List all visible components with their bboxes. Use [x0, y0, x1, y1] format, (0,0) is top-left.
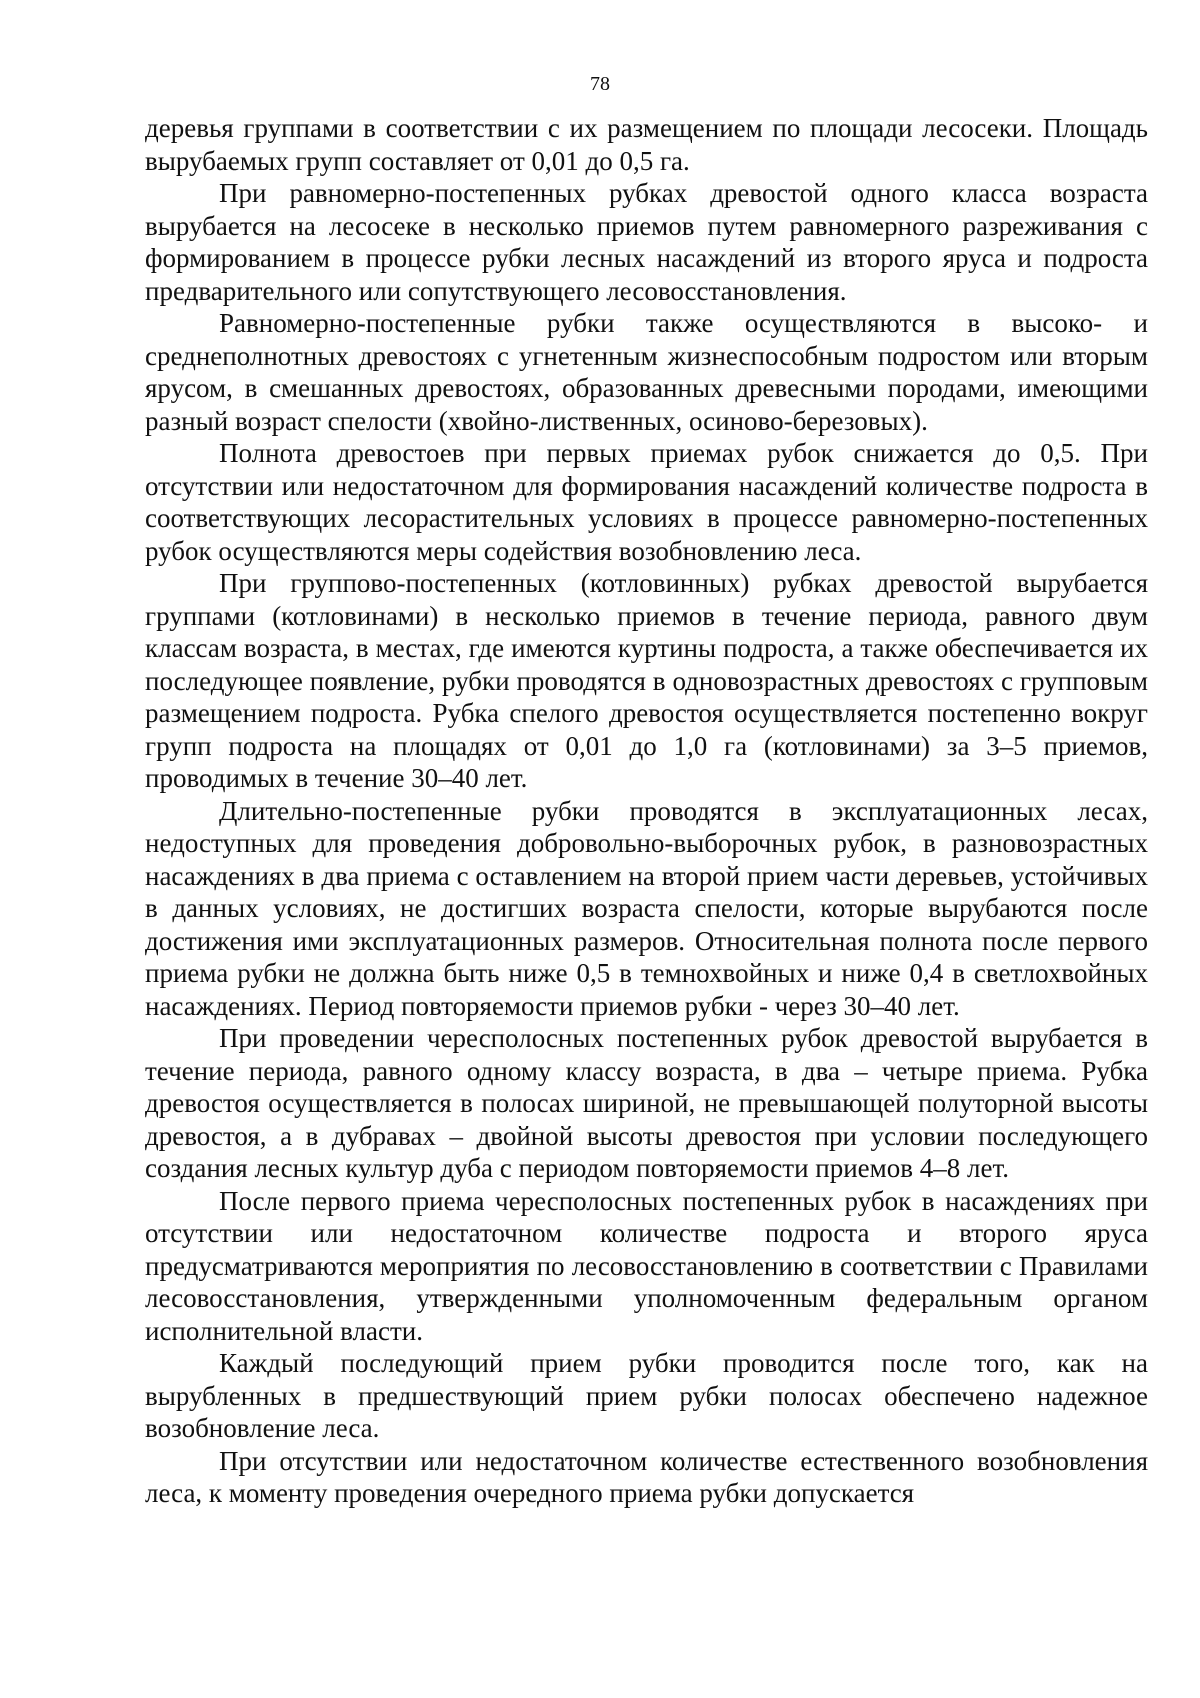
paragraph: деревья группами в соответствии с их размещением по площади лесосеки. Площадь вырубаемых групп составляет от 0,01 до 0,5 га.	[145, 113, 1148, 176]
page-number: 78	[590, 73, 610, 95]
paragraph: Длительно-постепенные рубки проводятся в эксплуатационных лесах, недоступных для проведения добровольно-выборочных рубок, в разновозрастных насаждениях в два приема с оставлением на второй прием части деревьев, устойчивых в данных условиях, не достигших возраста спелости, которые вырубаются после достижения ими эксплуатационных размеров. Относительная полнота после первого приема рубки не должна быть ниже 0,5 в темнохвойных и ниже 0,4 в светлохвойных насаждениях. Период повторяемости приемов рубки - через 30–40 лет.	[145, 795, 1148, 1021]
paragraph: При отсутствии или недостаточном количестве естественного возобновления леса, к моменту проведения очередного приема рубки допускается	[145, 1445, 1148, 1508]
paragraph: При равномерно-постепенных рубках древостой одного класса возраста вырубается на лесосеке в несколько приемов путем равномерного разреживания с формированием в процессе рубки лесных насаждений из второго яруса и подроста предварительного или сопутствующего лесовосстановления.	[145, 178, 1148, 306]
document-body	[145, 112, 1148, 1510]
paragraph: При группово-постепенных (котловинных) рубках древостой вырубается группами (котловинами) в несколько приемов в течение периода, равного двум классам возраста, в местах, где имеются куртины подроста, а также обеспечивается их последующее появление, рубки проводятся в одновозрастных древостоях с групповым размещением подроста. Рубка спелого древостоя осуществляется постепенно вокруг групп подроста на площадях от 0,01 до 1,0 га (котловинами) за 3–5 приемов, проводимых в течение 30–40 лет.	[145, 568, 1148, 793]
paragraph: Равномерно-постепенные рубки также осуществляются в высоко- и среднеполнотных древостоях с угнетенным жизнеспособным подростом или вторым ярусом, в смешанных древостоях, образованных древесными породами, имеющими разный возраст спелости (хвойно-лиственных, осиново-березовых).	[145, 308, 1148, 436]
paragraph: Полнота древостоев при первых приемах рубок снижается до 0,5. При отсутствии или недостаточном для формирования насаждений количестве подроста в соответствующих лесорастительных условиях в процессе равномерно-постепенных рубок осуществляются меры содействия возобновлению леса.	[145, 438, 1148, 566]
paragraph: При проведении чересполосных постепенных рубок древостой вырубается в течение периода, равного одному классу возраста, в два – четыре приема. Рубка древостоя осуществляется в полосах шириной, не превышающей полуторной высоты древостоя, а в дубравах – двойной высоты древостоя при условии последующего создания лесных культур дуба с периодом повторяемости приемов 4–8 лет.	[145, 1023, 1148, 1183]
paragraph: После первого приема чересполосных постепенных рубок в насаждениях при отсутствии или недостаточном количестве подроста и второго яруса предусматриваются мероприятия по лесовосстановлению в соответствии с Правилами лесовосстановления, утвержденными уполномоченным федеральным органом исполнительной власти.	[145, 1185, 1148, 1346]
paragraph: Каждый последующий прием рубки проводится после того, как на вырубленных в предшествующий прием рубки полосах обеспечено надежное возобновление леса.	[145, 1348, 1148, 1443]
